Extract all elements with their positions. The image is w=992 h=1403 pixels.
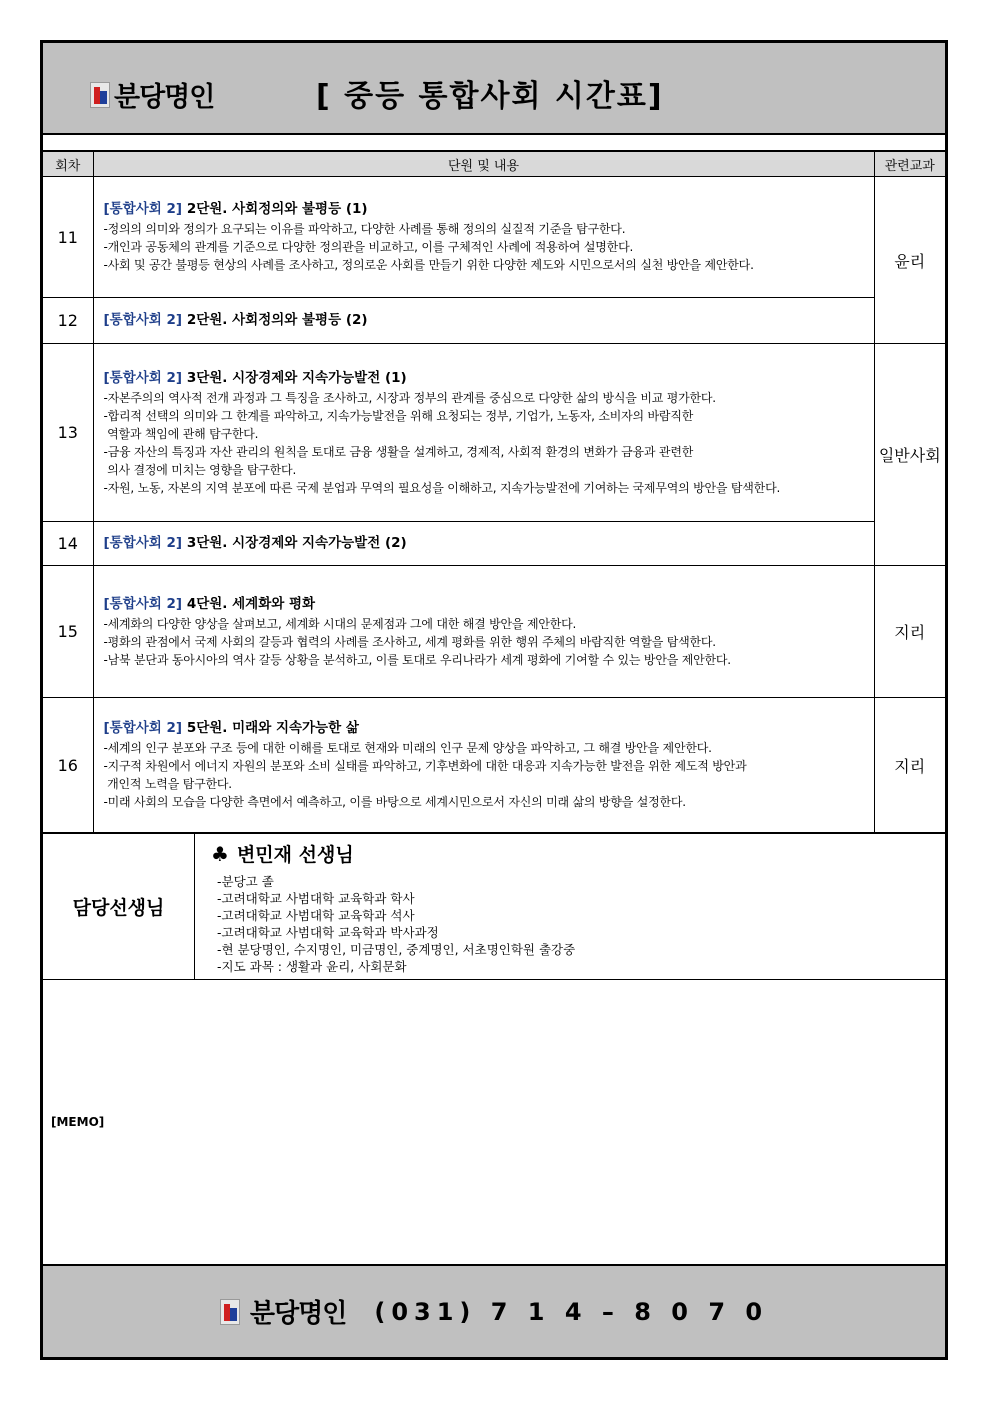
unit-title [104, 200, 864, 218]
teacher-credentials [217, 873, 575, 975]
brand-name: 분당명인 [114, 82, 215, 113]
unit-title [104, 534, 864, 552]
session-content [93, 522, 874, 566]
teacher-name: 변민재 선생님 [236, 844, 354, 866]
unit-name: 3단원. 시장경제와 지속가능발전 (1) [186, 369, 407, 386]
credential-item: -고려대학교 사범대학 교육학과 박사과정 [217, 925, 439, 940]
course-tag: [통합사회 2] [103, 201, 183, 217]
objective-line: -정의의 의미와 정의가 요구되는 이유를 파악하고, 다양한 사례를 통해 정의의 실질적 기준을 탐구한다. [103, 222, 626, 236]
table-row [43, 566, 945, 698]
unit-name: 5단원. 미래와 지속가능한 삶 [186, 720, 359, 736]
course-tag: [통합사회 2] [103, 369, 183, 386]
objective-line: -자본주의의 역사적 전개 과정과 그 특징을 조사하고, 시장과 정부의 관계를 중심으로 다양한 삶의 방식을 비교 평가한다. [103, 390, 716, 405]
unit-name: 4단원. 세계화와 평화 [186, 595, 316, 612]
teacher-label: 담당선생님 [43, 834, 195, 979]
footer-content [220, 1293, 768, 1330]
brand-logo-icon [90, 82, 110, 108]
brand-logo [90, 75, 214, 114]
objective-line: -자원, 노동, 자본의 지역 분포에 따른 국제 분업과 무역의 필요성을 이해하고, 지속가능발전에 기여하는 국제무역의 방안을 탐색한다. [103, 480, 781, 495]
schedule-sheet [40, 40, 948, 1360]
objective-line: -금융 자산의 특징과 자산 관리의 원칙을 토대로 금융 생활을 설계하고, 경제적, 사회적 환경의 변화가 금융과 관련한 [103, 444, 694, 459]
unit-title [104, 719, 864, 737]
page-footer [43, 1266, 945, 1357]
page-title: [ 중등 통합사회 시간표] [316, 79, 664, 114]
unit-name: 2단원. 사회정의와 불평등 (2) [186, 311, 368, 328]
objective-line: -사회 및 공간 불평등 현상의 사례를 조사하고, 정의로운 사회를 만들기 위한 다양한 제도와 시민으로서의 실천 방안을 제안한다. [103, 258, 754, 272]
objective-line: -합리적 선택의 의미와 그 한계를 파악하고, 지속가능발전을 위해 요청되는 정부, 기업가, 노동자, 소비자의 바람직한 [103, 408, 694, 423]
session-number: 15 [43, 566, 93, 698]
objective-line: -세계화의 다양한 양상을 살펴보고, 세계화 시대의 문제점과 그에 대한 해결 방안을 제안한다. [103, 616, 577, 631]
column-header-session: 회차 [43, 152, 93, 177]
table-row [43, 698, 945, 833]
credential-item: -지도 과목 : 생활과 윤리, 사회문화 [217, 959, 407, 974]
phone-number: (031) 7 1 4 – 8 0 7 0 [374, 1297, 769, 1326]
footer-brand-name: 분당명인 [249, 1299, 347, 1329]
session-content [93, 344, 874, 522]
session-number: 13 [43, 344, 93, 522]
schedule-table [43, 151, 945, 833]
table-header-row [43, 152, 945, 177]
credential-item: -분당고 졸 [217, 874, 274, 889]
table-row [43, 298, 945, 344]
column-header-subject: 관련교과 [874, 152, 945, 177]
session-content [93, 698, 874, 833]
credential-item: -고려대학교 사범대학 교육학과 학사 [217, 891, 415, 906]
session-number: 12 [43, 298, 93, 344]
objective-line: -세계의 인구 분포와 구조 등에 대한 이해를 토대로 현재와 미래의 인구 문제 양상을 파악하고, 그 해결 방안을 제안한다. [103, 741, 712, 755]
course-tag: [통합사회 2] [103, 311, 183, 328]
table-row [43, 177, 945, 298]
column-header-content: 단원 및 내용 [93, 152, 874, 177]
objective-line: 역할과 책임에 관해 탐구한다. [103, 426, 259, 441]
session-content [93, 177, 874, 298]
unit-name: 3단원. 시장경제와 지속가능발전 (2) [186, 534, 407, 551]
session-number: 14 [43, 522, 93, 566]
related-subject: 지리 [874, 698, 945, 833]
objective-line: -지구적 차원에서 에너지 자원의 분포와 소비 실태를 파악하고, 기후변화에 대한 대응과 지속가능한 발전을 위한 제도적 방안과 [103, 759, 747, 773]
related-subject: 지리 [874, 566, 945, 698]
table-row [43, 344, 945, 522]
objective-line: -평화의 관점에서 국제 사회의 갈등과 협력의 사례를 조사하고, 세계 평화를 위한 행위 주체의 바람직한 역할을 탐색한다. [103, 634, 716, 649]
club-icon: ♣ [211, 841, 229, 866]
teacher-section [43, 833, 945, 980]
course-tag: [통합사회 2] [103, 595, 183, 612]
session-number: 16 [43, 698, 93, 833]
unit-title [104, 311, 864, 329]
memo-label: [MEMO] [51, 1115, 105, 1129]
brand-logo-icon [220, 1299, 240, 1325]
memo-area [43, 980, 945, 1266]
unit-title [104, 595, 864, 613]
header-spacer [43, 135, 945, 151]
course-tag: [통합사회 2] [103, 720, 183, 736]
unit-title [104, 369, 864, 387]
credential-item: -고려대학교 사범대학 교육학과 석사 [217, 908, 415, 923]
objective-line: -미래 사회의 모습을 다양한 측면에서 예측하고, 이를 바탕으로 세계시민으로서 자신의 미래 삶의 방향을 설정한다. [103, 795, 686, 809]
session-content [93, 566, 874, 698]
session-content [93, 298, 874, 344]
page-header [43, 43, 945, 135]
unit-name: 2단원. 사회정의와 불평등 (1) [186, 201, 368, 217]
objective-line: -개인과 공동체의 관계를 기준으로 다양한 정의관을 비교하고, 이를 구체적인 사례에 적용하여 설명한다. [103, 240, 634, 254]
related-subject: 윤리 [874, 177, 945, 344]
credential-item: -현 분당명인, 수지명인, 미금명인, 중계명인, 서초명인학원 출강중 [217, 942, 576, 957]
table-row [43, 522, 945, 566]
teacher-name-row [211, 840, 575, 867]
related-subject: 일반사회 [874, 344, 945, 566]
course-tag: [통합사회 2] [103, 534, 183, 551]
objective-line: -남북 분단과 동아시아의 역사 갈등 상황을 분석하고, 이를 토대로 우리나라가 세계 평화에 기여할 수 있는 방안을 제안한다. [103, 652, 731, 667]
session-number: 11 [43, 177, 93, 298]
teacher-info [211, 840, 575, 975]
objective-line: 개인적 노력을 탐구한다. [103, 777, 232, 791]
objective-line: 의사 결정에 미치는 영향을 탐구한다. [103, 462, 297, 477]
